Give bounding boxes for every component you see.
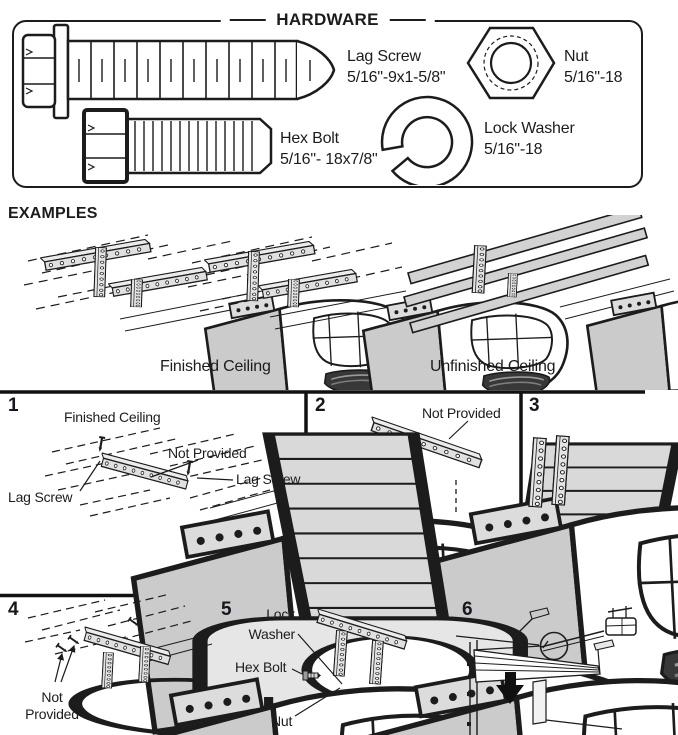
hardware-box bbox=[12, 10, 643, 188]
step1-title: Finished Ceiling bbox=[64, 409, 161, 425]
lag-screw-spec: 5/16"-9x1-5/8" bbox=[347, 69, 446, 86]
step5-lock-washer-label: Lock Washer bbox=[248, 606, 295, 642]
title-rule-right bbox=[390, 19, 426, 22]
lag-screw-label bbox=[347, 46, 445, 88]
step1-lag-screw-left-label: Lag Screw bbox=[8, 489, 73, 505]
nut-name: Nut bbox=[564, 48, 589, 65]
step5-nut-label: Nut bbox=[271, 713, 293, 729]
step2-not-provided-label: Not Provided bbox=[422, 405, 501, 421]
step1-number: 1 bbox=[8, 395, 19, 416]
lock-washer-label bbox=[484, 118, 575, 160]
unfinished-ceiling-caption: Unfinished Ceiling bbox=[430, 358, 556, 375]
lock-washer-spec: 5/16"-18 bbox=[484, 141, 543, 158]
step5-hex-bolt-label: Hex Bolt bbox=[235, 659, 287, 675]
hex-bolt-label bbox=[280, 128, 378, 170]
finished-ceiling-caption: Finished Ceiling bbox=[160, 358, 271, 375]
title-rule-left bbox=[229, 19, 265, 22]
lock-washer-icon bbox=[382, 97, 472, 185]
lag-screw-icon bbox=[23, 25, 334, 118]
nut-label bbox=[564, 46, 622, 88]
step2-number: 2 bbox=[315, 395, 326, 416]
hex-bolt-icon bbox=[84, 110, 271, 182]
step1-not-provided-label: Not Provided bbox=[168, 445, 247, 461]
step-panels-illustrations bbox=[0, 390, 678, 735]
hex-bolt-name: Hex Bolt bbox=[280, 130, 339, 147]
step4-not-provided-label: Not Provided bbox=[25, 689, 79, 722]
examples-illustrations bbox=[0, 215, 678, 390]
examples-title: EXAMPLES bbox=[8, 205, 98, 222]
step4-number: 4 bbox=[8, 599, 19, 620]
hex-bolt-spec: 5/16"- 18x7/8" bbox=[280, 151, 378, 168]
nut-spec: 5/16"-18 bbox=[564, 69, 623, 86]
step1-lag-screw-right-label: Lag Screw bbox=[236, 471, 301, 487]
step5-number: 5 bbox=[221, 599, 232, 620]
lock-washer-name: Lock Washer bbox=[484, 120, 575, 137]
step6-number: 6 bbox=[462, 599, 473, 620]
opener-unit bbox=[587, 293, 678, 390]
hardware-title-text: HARDWARE bbox=[276, 10, 379, 29]
nut-icon bbox=[468, 28, 554, 98]
lag-screw-name: Lag Screw bbox=[347, 48, 421, 65]
step3-number: 3 bbox=[529, 395, 540, 416]
